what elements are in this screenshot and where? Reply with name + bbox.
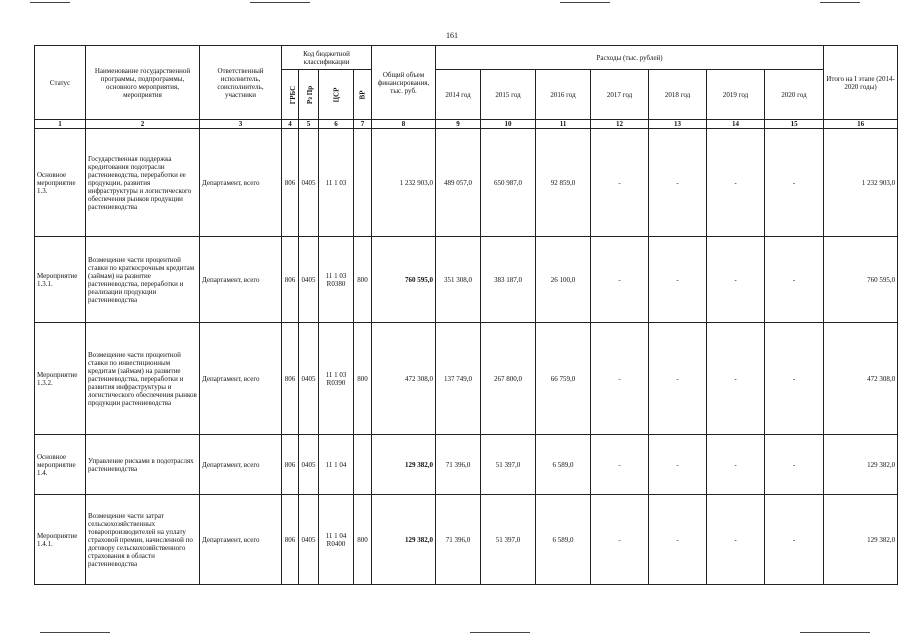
row-total: 472 308,0	[372, 323, 436, 435]
column-number: 7	[354, 120, 372, 129]
column-number: 9	[436, 120, 481, 129]
row-2017: -	[591, 323, 649, 435]
row-csr: 11 1 03 R0380	[319, 237, 354, 323]
row-csr: 11 1 04 R0400	[319, 495, 354, 585]
row-vr: 800	[354, 495, 372, 585]
row-responsible: Департамент, всего	[200, 323, 282, 435]
header-csr-label: ЦСР	[332, 87, 340, 102]
column-number: 11	[536, 120, 591, 129]
row-2020: -	[765, 323, 824, 435]
row-total: 129 382,0	[372, 435, 436, 495]
row-name: Возмещение части процентной ставки по краткосрочным кредитам (займам) на развитие растениеводства, переработки и реализации продукции растениеводства	[86, 237, 200, 323]
header-vr	[354, 70, 372, 120]
row-2020: -	[765, 495, 824, 585]
column-number-row	[35, 120, 898, 129]
column-number: 12	[591, 120, 649, 129]
row-2016: 92 859,0	[536, 129, 591, 237]
row-responsible: Департамент, всего	[200, 435, 282, 495]
row-rzpr: 0405	[299, 237, 319, 323]
row-2018: -	[649, 129, 707, 237]
row-2020: -	[765, 129, 824, 237]
row-2015: 51 397,0	[481, 435, 536, 495]
row-vr	[354, 129, 372, 237]
row-2014: 137 749,0	[436, 323, 481, 435]
row-2019: -	[707, 435, 765, 495]
header-status: Статус	[35, 46, 86, 120]
row-stage-total: 129 382,0	[824, 495, 898, 585]
scan-edge-bottom	[800, 632, 870, 633]
header-csr	[319, 70, 354, 120]
row-grbs: 806	[282, 435, 299, 495]
row-grbs: 806	[282, 495, 299, 585]
row-2016: 26 100,0	[536, 237, 591, 323]
column-number: 10	[481, 120, 536, 129]
row-2017: -	[591, 129, 649, 237]
row-rzpr: 0405	[299, 495, 319, 585]
column-number: 8	[372, 120, 436, 129]
row-2014: 71 396,0	[436, 435, 481, 495]
header-expenses: Расходы (тыс. рублей)	[436, 46, 824, 70]
row-csr: 11 1 03	[319, 129, 354, 237]
row-2014: 489 057,0	[436, 129, 481, 237]
row-csr: 11 1 03 R0390	[319, 323, 354, 435]
header-vr-label: ВР	[358, 90, 367, 99]
row-2020: -	[765, 435, 824, 495]
header-grbs-label: ГРБС	[289, 85, 298, 104]
scan-edge-bottom	[470, 632, 530, 633]
row-responsible: Департамент, всего	[200, 495, 282, 585]
table-row	[35, 237, 898, 323]
header-year: 2018 год	[649, 70, 707, 120]
row-total: 760 595,0	[372, 237, 436, 323]
page-number: 161	[446, 31, 458, 40]
header-stage-total: Итого на I этапе (2014-2020 годы)	[824, 46, 898, 120]
row-name: Возмещение части процентной ставки по инвестиционным кредитам (займам) на развитие растениеводства, переработки и развития инфраструктуры и логистического обеспечения рынков продукции растениеводства	[86, 323, 200, 435]
row-status: Мероприятие 1.3.2.	[35, 323, 86, 435]
row-2017: -	[591, 435, 649, 495]
column-number: 3	[200, 120, 282, 129]
row-2015: 267 800,0	[481, 323, 536, 435]
row-status: Основное мероприятие 1.3.	[35, 129, 86, 237]
row-2015: 383 187,0	[481, 237, 536, 323]
row-status: Основное мероприятие 1.4.	[35, 435, 86, 495]
column-number: 1	[35, 120, 86, 129]
row-vr: 800	[354, 323, 372, 435]
row-2014: 71 396,0	[436, 495, 481, 585]
header-year: 2016 год	[536, 70, 591, 120]
row-grbs: 806	[282, 237, 299, 323]
row-2018: -	[649, 435, 707, 495]
row-name: Управление рисками в подотраслях растениеводства	[86, 435, 200, 495]
column-number: 16	[824, 120, 898, 129]
row-responsible: Департамент, всего	[200, 129, 282, 237]
column-number: 15	[765, 120, 824, 129]
row-grbs: 806	[282, 129, 299, 237]
row-2017: -	[591, 237, 649, 323]
row-stage-total: 129 382,0	[824, 435, 898, 495]
row-2016: 6 589,0	[536, 495, 591, 585]
row-2015: 650 987,0	[481, 129, 536, 237]
header-total-volume: Общий объем финансирования, тыс. руб.	[372, 46, 436, 120]
row-2014: 351 308,0	[436, 237, 481, 323]
table-row	[35, 495, 898, 585]
row-2019: -	[707, 129, 765, 237]
header-year: 2020 год	[765, 70, 824, 120]
column-number: 14	[707, 120, 765, 129]
header-year: 2017 год	[591, 70, 649, 120]
header-rzpr	[299, 70, 319, 120]
row-name: Возмещение части затрат сельскохозяйственных товаропроизводителей на уплату страховой премии, начисленной по договору сельскохозяйственного страхования в области растениеводства	[86, 495, 200, 585]
scan-edge-top	[30, 2, 70, 3]
table-row	[35, 323, 898, 435]
budget-table	[34, 45, 898, 585]
row-rzpr: 0405	[299, 129, 319, 237]
row-2016: 66 759,0	[536, 323, 591, 435]
row-rzpr: 0405	[299, 435, 319, 495]
column-number: 6	[319, 120, 354, 129]
row-2018: -	[649, 237, 707, 323]
row-vr	[354, 435, 372, 495]
row-2015: 51 397,0	[481, 495, 536, 585]
header-responsible: Ответственный исполнитель, соисполнитель, участники	[200, 46, 282, 120]
header-budget-code: Код бюджетной классификации	[282, 46, 372, 70]
row-2019: -	[707, 237, 765, 323]
row-2020: -	[765, 237, 824, 323]
header-year: 2015 год	[481, 70, 536, 120]
row-stage-total: 760 595,0	[824, 237, 898, 323]
table-row	[35, 129, 898, 237]
row-vr: 800	[354, 237, 372, 323]
column-number: 4	[282, 120, 299, 129]
row-rzpr: 0405	[299, 323, 319, 435]
row-2016: 6 589,0	[536, 435, 591, 495]
table-row	[35, 435, 898, 495]
row-csr: 11 1 04	[319, 435, 354, 495]
header-grbs	[282, 70, 299, 120]
row-status: Мероприятие 1.3.1.	[35, 237, 86, 323]
scan-edge-top	[820, 2, 860, 3]
header-name: Наименование государственной программы, подпрограммы, основного мероприятия, мероприятия	[86, 46, 200, 120]
row-status: Мероприятие 1.4.1.	[35, 495, 86, 585]
row-name: Государственная поддержка кредитования подотрасли растениеводства, переработки ее продукции, развития инфраструктуры и логистического обеспечения рынков продукции растениеводства	[86, 129, 200, 237]
column-number: 5	[299, 120, 319, 129]
row-2017: -	[591, 495, 649, 585]
row-total: 129 382,0	[372, 495, 436, 585]
column-number: 13	[649, 120, 707, 129]
row-2019: -	[707, 495, 765, 585]
row-stage-total: 1 232 903,0	[824, 129, 898, 237]
row-stage-total: 472 308,0	[824, 323, 898, 435]
header-rzpr-label: Рз Пр	[306, 85, 315, 104]
scan-edge-top	[560, 2, 610, 3]
row-grbs: 806	[282, 323, 299, 435]
scan-edge-bottom	[40, 632, 110, 633]
column-number: 2	[86, 120, 200, 129]
scan-edge-top	[250, 2, 310, 3]
header-year: 2014 год	[436, 70, 481, 120]
row-total: 1 232 903,0	[372, 129, 436, 237]
row-2018: -	[649, 495, 707, 585]
row-responsible: Департамент, всего	[200, 237, 282, 323]
row-2018: -	[649, 323, 707, 435]
header-year: 2019 год	[707, 70, 765, 120]
row-2019: -	[707, 323, 765, 435]
